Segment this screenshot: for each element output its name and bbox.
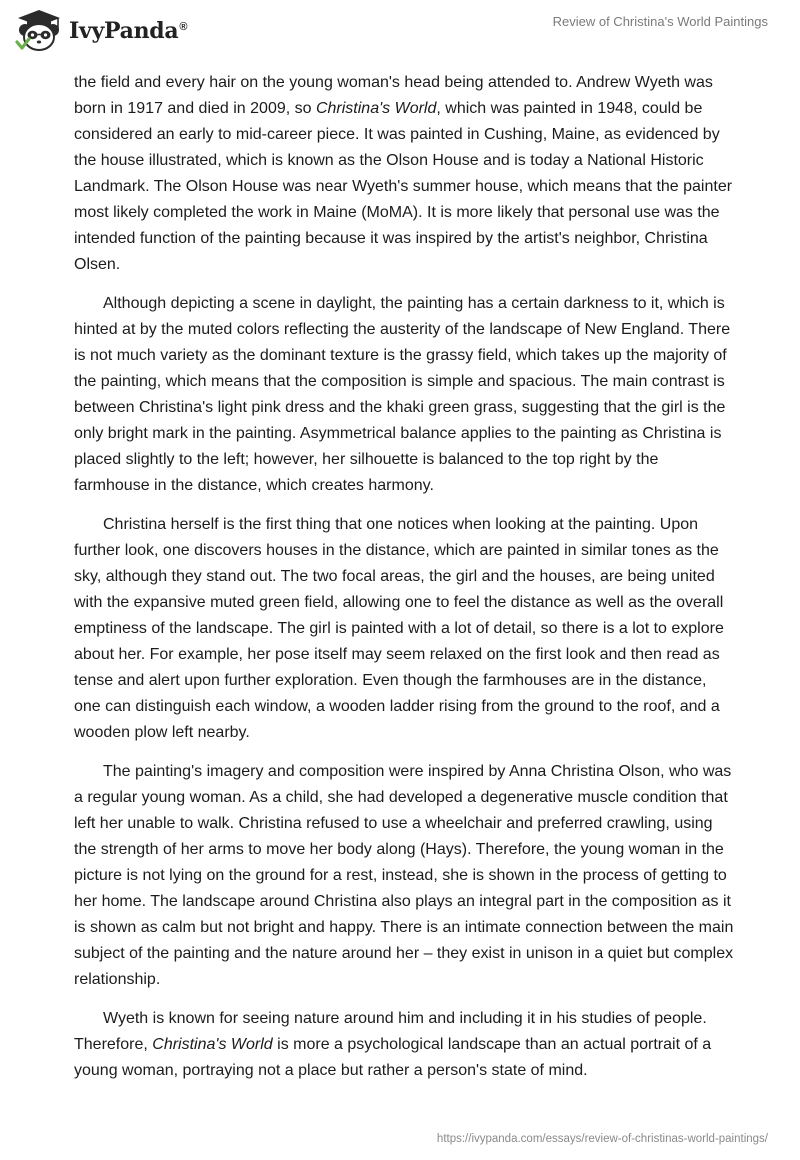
paragraph-text: Christina herself is the first thing that one notices when looking at the painting. Upon further look, one discovers houses in the distance, which are painted in similar tones as the sky, although they stand out. The two focal areas, the girl and the houses, are being united with the expansive muted green field, allowing one to feel the distance as well as the overall emptiness of the landscape. The girl is painted with a lot of detail, so there is a lot to explore about her. For example, her pose itself may seem relaxed on the first look and then read as tense and alert upon further exploration. Even though the farmhouses are in the distance, one can distinguish each window, a wooden ladder rising from the ground to the roof, and a wooden plow left nearby. xyxy=(74,516,724,741)
essay-body xyxy=(74,70,734,1097)
essay-paragraph xyxy=(74,1006,734,1084)
brand-logo[interactable] xyxy=(14,8,187,52)
paragraph-text: Wyeth is known for seeing nature around him and including it in his studies of people. Therefore, xyxy=(74,1010,707,1053)
essay-paragraph xyxy=(74,759,734,993)
work-title: Christina's World xyxy=(315,100,437,117)
paragraph-text: Although depicting a scene in daylight, the painting has a certain darkness to it, which is hinted at by the muted colors reflecting the austerity of the landscape of New England. There is not much variety as the dominant texture is the grassy field, which takes up the majority of the painting, which means that the composition is simple and spacious. The main contrast is between Christina's light pink dress and the khaki green grass, suggesting that the girl is the only bright mark in the painting. Asymmetrical balance applies to the painting as Christina is placed slightly to the left; however, her silhouette is balanced to the top right by the farmhouse in the distance, which creates harmony. xyxy=(74,295,731,494)
paragraph-text: , which was painted in 1948, could be considered an early to mid-career piece. It was painted in Cushing, Maine, as evidenced by the house illustrated, which is known as the Olson House and is today a National Historic Landmark. The Olson House was near Wyeth's summer house, which means that the painter most likely completed the work in Maine (MoMA). It is more likely that personal use was the intended function of the painting because it was inspired by the artist's neighbor, Christina Olsen. xyxy=(74,100,733,273)
paragraph-text: the field and every hair on the young woman's head being attended to. Andrew Wyeth was born in 1917 and died in 2009, so xyxy=(74,74,713,117)
panda-graduate-icon xyxy=(14,8,64,52)
registered-mark: ® xyxy=(179,20,188,33)
essay-paragraph xyxy=(74,512,734,746)
page-header xyxy=(0,0,800,70)
brand-name: IvyPanda® xyxy=(69,18,188,44)
paragraph-text: is more a psychological landscape than an actual portrait of a young woman, portraying not a place but rather a person's state of mind. xyxy=(74,1036,712,1079)
essay-paragraph xyxy=(74,70,734,278)
source-url[interactable]: https://ivypanda.com/essays/review-of-christinas-world-paintings/ xyxy=(436,1133,768,1145)
document-title: Review of Christina's World Paintings xyxy=(552,14,768,29)
essay-paragraph xyxy=(74,291,734,499)
work-title: Christina's World xyxy=(152,1036,273,1053)
paragraph-text: The painting's imagery and composition were inspired by Anna Christina Olson, who was a regular young woman. As a child, she had developed a degenerative muscle condition that left her unable to walk. Christina refused to use a wheelchair and preferred crawling, using the strength of her arms to move her body along (Hays). Therefore, the young woman in the picture is not lying on the ground for a rest, instead, she is shown in the process of getting to her home. The landscape around Christina also plays an integral part in the composition as it is shown as calm but not bright and happy. There is an intimate connection between the main subject of the painting and the nature around her – they exist in unison in a quiet but complex relationship. xyxy=(74,763,734,988)
